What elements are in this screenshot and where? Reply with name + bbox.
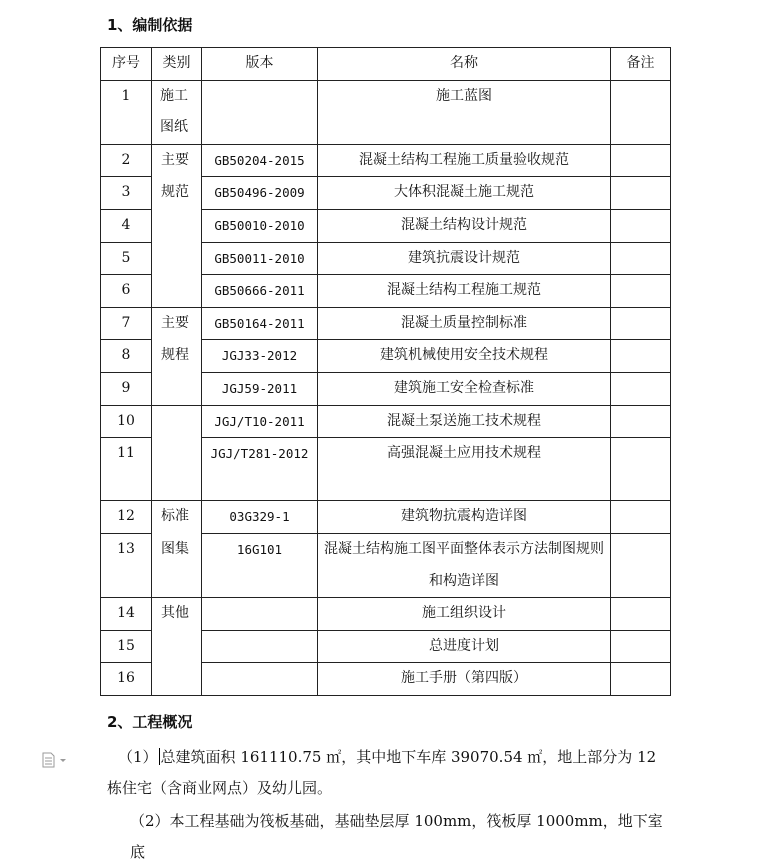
header-note: 备注: [611, 48, 671, 81]
cell-category: [152, 438, 202, 501]
cell-category: [152, 372, 202, 405]
cell-name: 施工组织设计: [318, 598, 611, 631]
basis-table: [100, 47, 671, 696]
cell-category: 主要: [152, 144, 202, 177]
cell-note: [611, 663, 671, 696]
table-row: [101, 177, 671, 210]
cell-category: 规程: [152, 340, 202, 373]
cell-category: [152, 630, 202, 663]
cell-category: [152, 663, 202, 696]
cell-category: [152, 275, 202, 308]
table-row: [101, 533, 671, 597]
cell-note: [611, 533, 671, 597]
cell-note: [611, 372, 671, 405]
cell-no: 8: [101, 340, 152, 373]
cell-category: 主要: [152, 307, 202, 340]
cell-name: 建筑抗震设计规范: [318, 242, 611, 275]
cell-note: [611, 275, 671, 308]
cell-version: GB50011-2010: [202, 242, 318, 275]
table-header-row: [101, 48, 671, 81]
table-row: [101, 242, 671, 275]
cell-category: [152, 242, 202, 275]
cell-version: [202, 630, 318, 663]
cell-no: 15: [101, 630, 152, 663]
cell-version: [202, 80, 318, 144]
cell-name: 混凝土结构工程施工规范: [318, 275, 611, 308]
cell-version: GB50666-2011: [202, 275, 318, 308]
table-row: [101, 80, 671, 144]
cell-version: GB50010-2010: [202, 209, 318, 242]
cell-note: [611, 80, 671, 144]
cell-category: [152, 209, 202, 242]
paragraph-foundation: （2）本工程基础为筏板基础，基础垫层厚 100mm，筏板厚 1000mm，地下室底: [130, 812, 663, 861]
cell-category: 标准: [152, 501, 202, 534]
header-category: 类别: [152, 48, 202, 81]
cell-name: 混凝土泵送施工技术规程: [318, 405, 611, 438]
cell-name: 施工蓝图: [318, 80, 611, 144]
cell-name: 总进度计划: [318, 630, 611, 663]
cell-no: 14: [101, 598, 152, 631]
header-version: 版本: [202, 48, 318, 81]
document-icon[interactable]: [41, 752, 67, 768]
header-name: 名称: [318, 48, 611, 81]
table-row: [101, 598, 671, 631]
cell-version: GB50164-2011: [202, 307, 318, 340]
cell-name: 混凝土结构设计规范: [318, 209, 611, 242]
cell-note: [611, 144, 671, 177]
cell-no: 11: [101, 438, 152, 501]
header-no: 序号: [101, 48, 152, 81]
cell-no: 16: [101, 663, 152, 696]
paragraph-area: [118, 742, 673, 773]
paragraph-text: 总建筑面积 161110.75 ㎡，其中地下车库 39070.54 ㎡，地上部分为 12: [160, 748, 657, 766]
cell-no: 6: [101, 275, 152, 308]
table-row: [101, 438, 671, 501]
table-row: [101, 144, 671, 177]
cell-note: [611, 501, 671, 534]
table-row: [101, 405, 671, 438]
cell-name: 建筑机械使用安全技术规程: [318, 340, 611, 373]
table-row: [101, 340, 671, 373]
cell-no: 4: [101, 209, 152, 242]
cell-note: [611, 405, 671, 438]
cell-no: 10: [101, 405, 152, 438]
cell-version: JGJ33-2012: [202, 340, 318, 373]
cell-name: 混凝土结构施工图平面整体表示方法制图规则和构造详图: [318, 533, 611, 597]
cell-name: 混凝土质量控制标准: [318, 307, 611, 340]
cell-category: 规范: [152, 177, 202, 210]
cell-note: [611, 340, 671, 373]
cell-note: [611, 630, 671, 663]
cell-note: [611, 598, 671, 631]
cell-version: 03G329-1: [202, 501, 318, 534]
text-cursor: [159, 748, 160, 765]
cell-version: GB50496-2009: [202, 177, 318, 210]
cell-note: [611, 209, 671, 242]
cell-name: 施工手册（第四版）: [318, 663, 611, 696]
paragraph-prefix: （1）: [118, 748, 158, 766]
section-title-overview: 2、工程概况: [107, 713, 193, 731]
cell-category: 图集: [152, 533, 202, 597]
table-row: [101, 630, 671, 663]
cell-category: 施工图纸: [152, 80, 202, 144]
cell-version: JGJ/T10-2011: [202, 405, 318, 438]
cell-no: 3: [101, 177, 152, 210]
cell-no: 12: [101, 501, 152, 534]
cell-note: [611, 242, 671, 275]
cell-note: [611, 438, 671, 501]
cell-no: 9: [101, 372, 152, 405]
cell-no: 7: [101, 307, 152, 340]
section-title-basis: 1、编制依据: [107, 16, 193, 34]
table-row: [101, 372, 671, 405]
table-row: [101, 663, 671, 696]
cell-version: 16G101: [202, 533, 318, 597]
cell-version: JGJ/T281-2012: [202, 438, 318, 501]
cell-version: GB50204-2015: [202, 144, 318, 177]
cell-no: 5: [101, 242, 152, 275]
cell-no: 2: [101, 144, 152, 177]
table-row: [101, 307, 671, 340]
table-row: [101, 275, 671, 308]
cell-name: 混凝土结构工程施工质量验收规范: [318, 144, 611, 177]
cell-category: [152, 405, 202, 438]
cell-version: [202, 598, 318, 631]
cell-version: JGJ59-2011: [202, 372, 318, 405]
table-row: [101, 209, 671, 242]
cell-version: [202, 663, 318, 696]
cell-note: [611, 307, 671, 340]
cell-name: 高强混凝土应用技术规程: [318, 438, 611, 501]
cell-category: 其他: [152, 598, 202, 631]
cell-note: [611, 177, 671, 210]
cell-no: 1: [101, 80, 152, 144]
table-row: [101, 501, 671, 534]
paragraph-area-cont: 栋住宅（含商业网点）及幼儿园。: [107, 779, 333, 797]
cell-name: 大体积混凝土施工规范: [318, 177, 611, 210]
cell-name: 建筑施工安全检查标准: [318, 372, 611, 405]
cell-name: 建筑物抗震构造详图: [318, 501, 611, 534]
cell-no: 13: [101, 533, 152, 597]
